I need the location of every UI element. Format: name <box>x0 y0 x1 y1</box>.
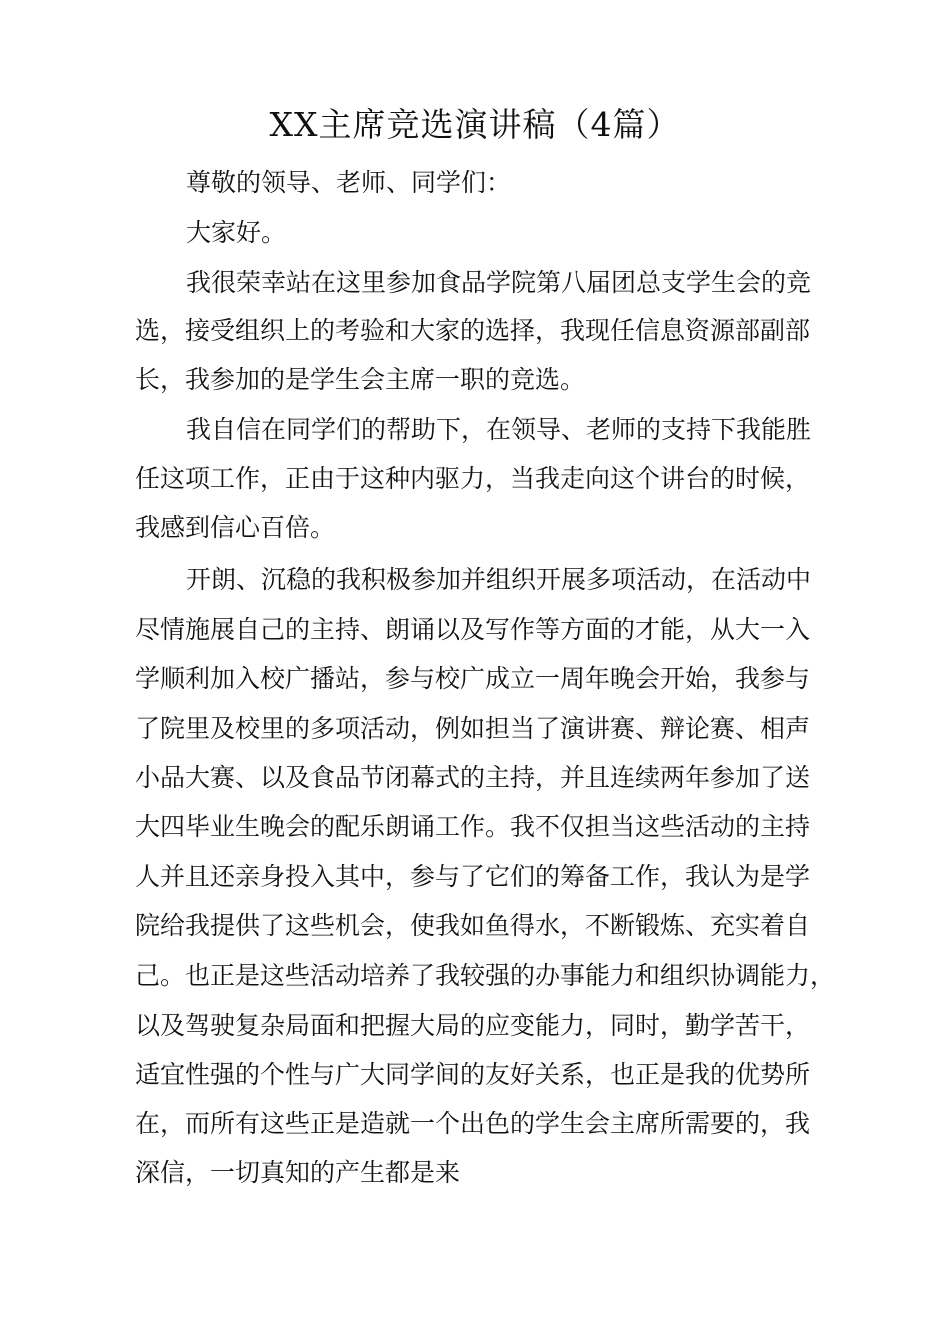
paragraph-line: 在，而所有这些正是造就一个出色的学生会主席所需要的，我 <box>135 1109 811 1138</box>
paragraph-line: 人并且还亲身投入其中，参与了它们的筹备工作，我认为是学 <box>135 862 811 891</box>
paragraph-line: 己。也正是这些活动培养了我较强的办事能力和组织协调能力， <box>135 961 836 990</box>
paragraph-line: 适宜性强的个性与广大同学间的友好关系，也正是我的优势所 <box>135 1060 811 1089</box>
document-title: XX主席竞选演讲稿（4篇） <box>269 105 681 144</box>
paragraph-line: 了院里及校里的多项活动，例如担当了演讲赛、辩论赛、相声 <box>135 714 811 743</box>
paragraph-line: 学顺利加入校广播站，参与校广成立一周年晚会开始，我参与 <box>135 664 811 693</box>
paragraph-line: 深信，一切真知的产生都是来 <box>135 1158 461 1187</box>
paragraph-line: 大四毕业生晚会的配乐朗诵工作。我不仅担当这些活动的主持 <box>135 812 811 841</box>
paragraph-line: 长，我参加的是学生会主席一职的竞选。 <box>135 365 586 394</box>
paragraph-line: 以及驾驶复杂局面和把握大局的应变能力，同时，勤学苦干， <box>135 1011 811 1040</box>
paragraph-line: 我很荣幸站在这里参加食品学院第八届团总支学生会的竞 <box>186 268 812 297</box>
salutation-line: 尊敬的领导、老师、同学们： <box>186 168 512 197</box>
greeting-line: 大家好。 <box>186 218 287 247</box>
paragraph-line: 任这项工作，正由于这种内驱力，当我走向这个讲台的时候， <box>135 464 811 493</box>
paragraph-line: 选，接受组织上的考验和大家的选择，我现任信息资源部副部 <box>135 316 811 345</box>
paragraph-line: 开朗、沉稳的我积极参加并组织开展多项活动，在活动中 <box>186 565 812 594</box>
paragraph-line: 尽情施展自己的主持、朗诵以及写作等方面的才能，从大一入 <box>135 615 811 644</box>
paragraph-line: 我感到信心百倍。 <box>135 513 336 542</box>
paragraph-line: 院给我提供了这些机会，使我如鱼得水，不断锻炼、充实着自 <box>135 911 811 940</box>
paragraph-line: 我自信在同学们的帮助下，在领导、老师的支持下我能胜 <box>186 415 812 444</box>
paragraph-line: 小品大赛、以及食品节闭幕式的主持，并且连续两年参加了送 <box>135 763 811 792</box>
